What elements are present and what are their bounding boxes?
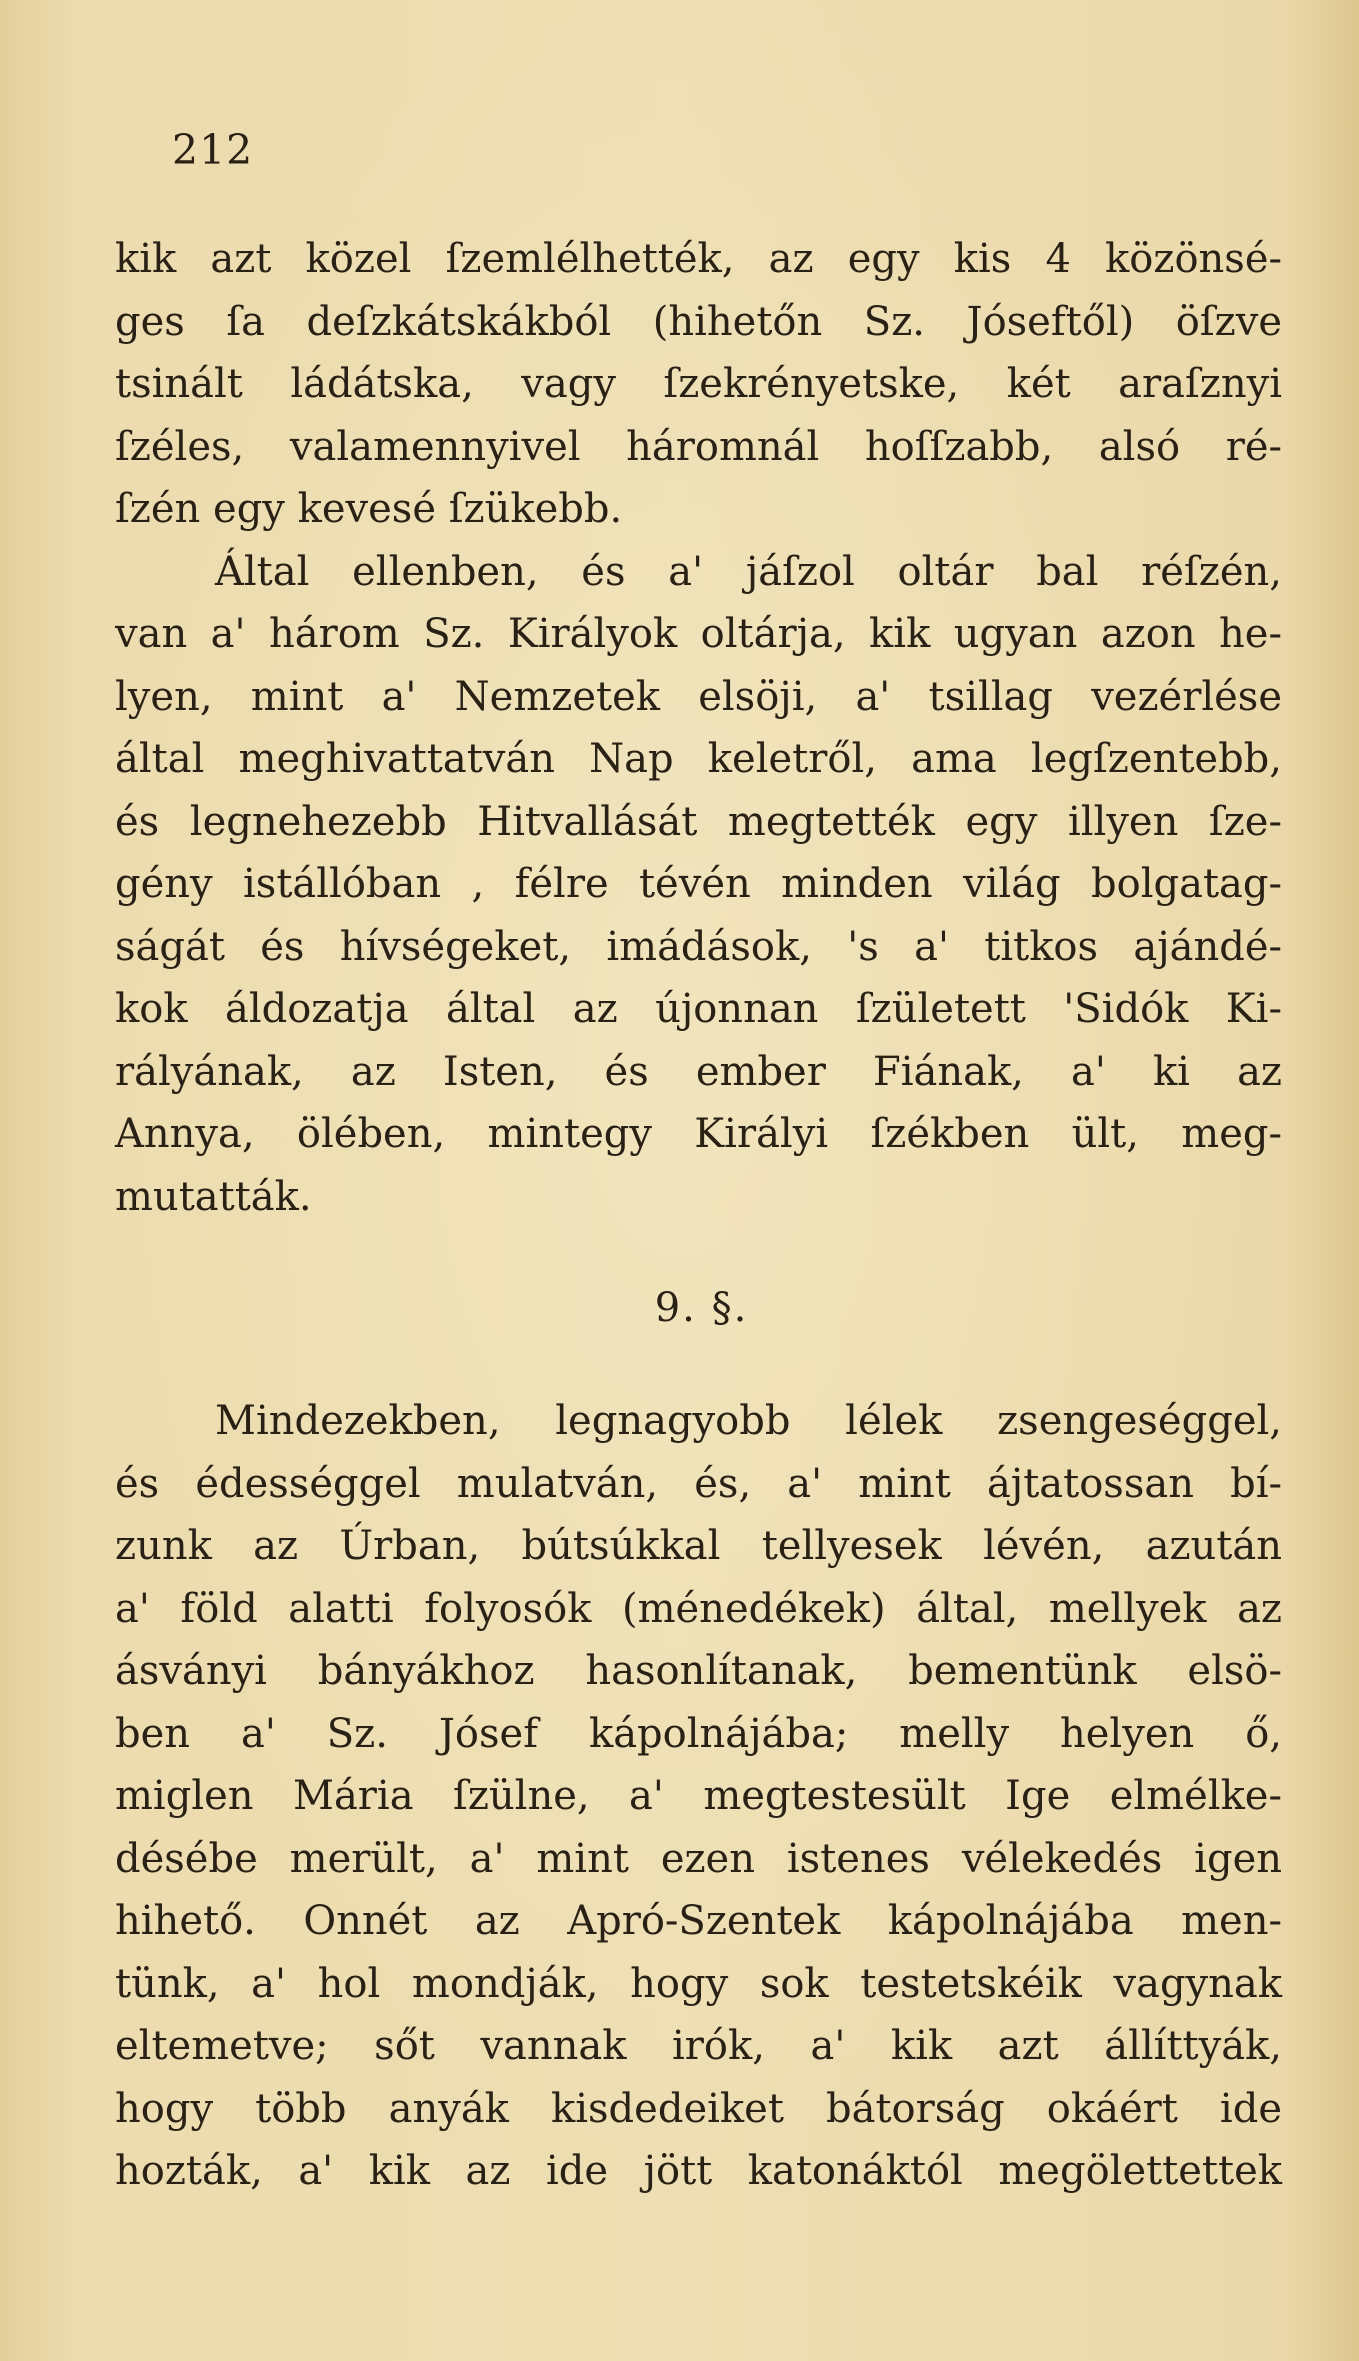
text-line: miglen Mária ſzülne, a' megtestesült Ige elmélke-	[115, 1773, 1282, 1819]
text-line: ságát és hívségeket, imádások, 's a' titkos ajándé-	[115, 923, 1282, 970]
text-line: ges ſa deſzkátskákból (hihetőn Sz. Jóseftől) öſzve	[115, 298, 1282, 345]
text-line: kok áldozatja által az újonnan ſzületett 'Sidók Ki-	[115, 986, 1282, 1032]
text-line: ſzén egy kevesé ſzükebb.	[115, 486, 623, 532]
text-line: tsinált ládátska, vagy ſzekrényetske, két araſznyi	[115, 361, 1282, 407]
text-line: van a' három Sz. Királyok oltárja, kik ugyan azon he-	[115, 611, 1282, 657]
paragraph-2	[115, 1390, 1282, 2203]
text-line: Által ellenben, és a' jáſzol oltár bal réſzén,	[215, 548, 1282, 595]
text-line: Annya, ölében, mintegy Királyi ſzékben ült, meg-	[115, 1111, 1282, 1157]
text-line: hogy több anyák kisdedeiket bátorság okáért ide	[115, 2085, 1282, 2132]
text-line: tünk, a' hol mondják, hogy sok testetskéik vagynak	[115, 1960, 1282, 2007]
section-heading-text: 9. §.	[654, 1285, 749, 1331]
text-line: és édességgel mulatván, és, a' mint ájtatossan bí-	[115, 1460, 1282, 1507]
text-line: ſzéles, valamennyivel háromnál hoſſzabb, alsó ré-	[115, 423, 1282, 470]
text-line: hozták, a' kik az ide jött katonáktól megölettettek	[115, 2148, 1282, 2194]
text-line: ben a' Sz. Jósef kápolnájába; melly helyen ő,	[115, 1710, 1282, 1757]
text-line: mutatták.	[115, 1173, 312, 1220]
text-line: a' föld alatti folyosók (ménedékek) által, mellyek az	[115, 1585, 1282, 1632]
text-line: által meghivattatván Nap keletről, ama legſzentebb,	[115, 736, 1282, 782]
text-line: rályának, az Isten, és ember Fiának, a' ki az	[115, 1048, 1282, 1095]
paragraph-1	[115, 228, 1282, 1228]
text-line: hihető. Onnét az Apró-Szentek kápolnájába men-	[115, 1898, 1282, 1944]
text-line: eltemetve; sőt vannak irók, a' kik azt állíttyák,	[115, 2023, 1282, 2069]
text-line: gény istállóban , félre tévén minden világ bolgatag-	[115, 861, 1282, 907]
text-line: ásványi bányákhoz hasonlítanak, bementünk elsö-	[115, 1648, 1282, 1694]
text-line: zunk az Úrban, bútsúkkal tellyesek lévén, azután	[115, 1523, 1282, 1569]
page-number: 212	[172, 126, 254, 174]
text-line: désébe merült, a' mint ezen istenes vélekedés igen	[115, 1835, 1282, 1882]
section-heading	[0, 1285, 1359, 1331]
text-line: lyen, mint a' Nemzetek elsöji, a' tsillag vezérlése	[115, 673, 1282, 720]
text-line: és legnehezebb Hitvallását megtették egy illyen ſze-	[115, 798, 1282, 845]
text-line: kik azt közel ſzemlélhették, az egy kis 4 közönsé-	[115, 236, 1282, 282]
text-line: Mindezekben, legnagyobb lélek zsengeséggel,	[215, 1398, 1282, 1444]
